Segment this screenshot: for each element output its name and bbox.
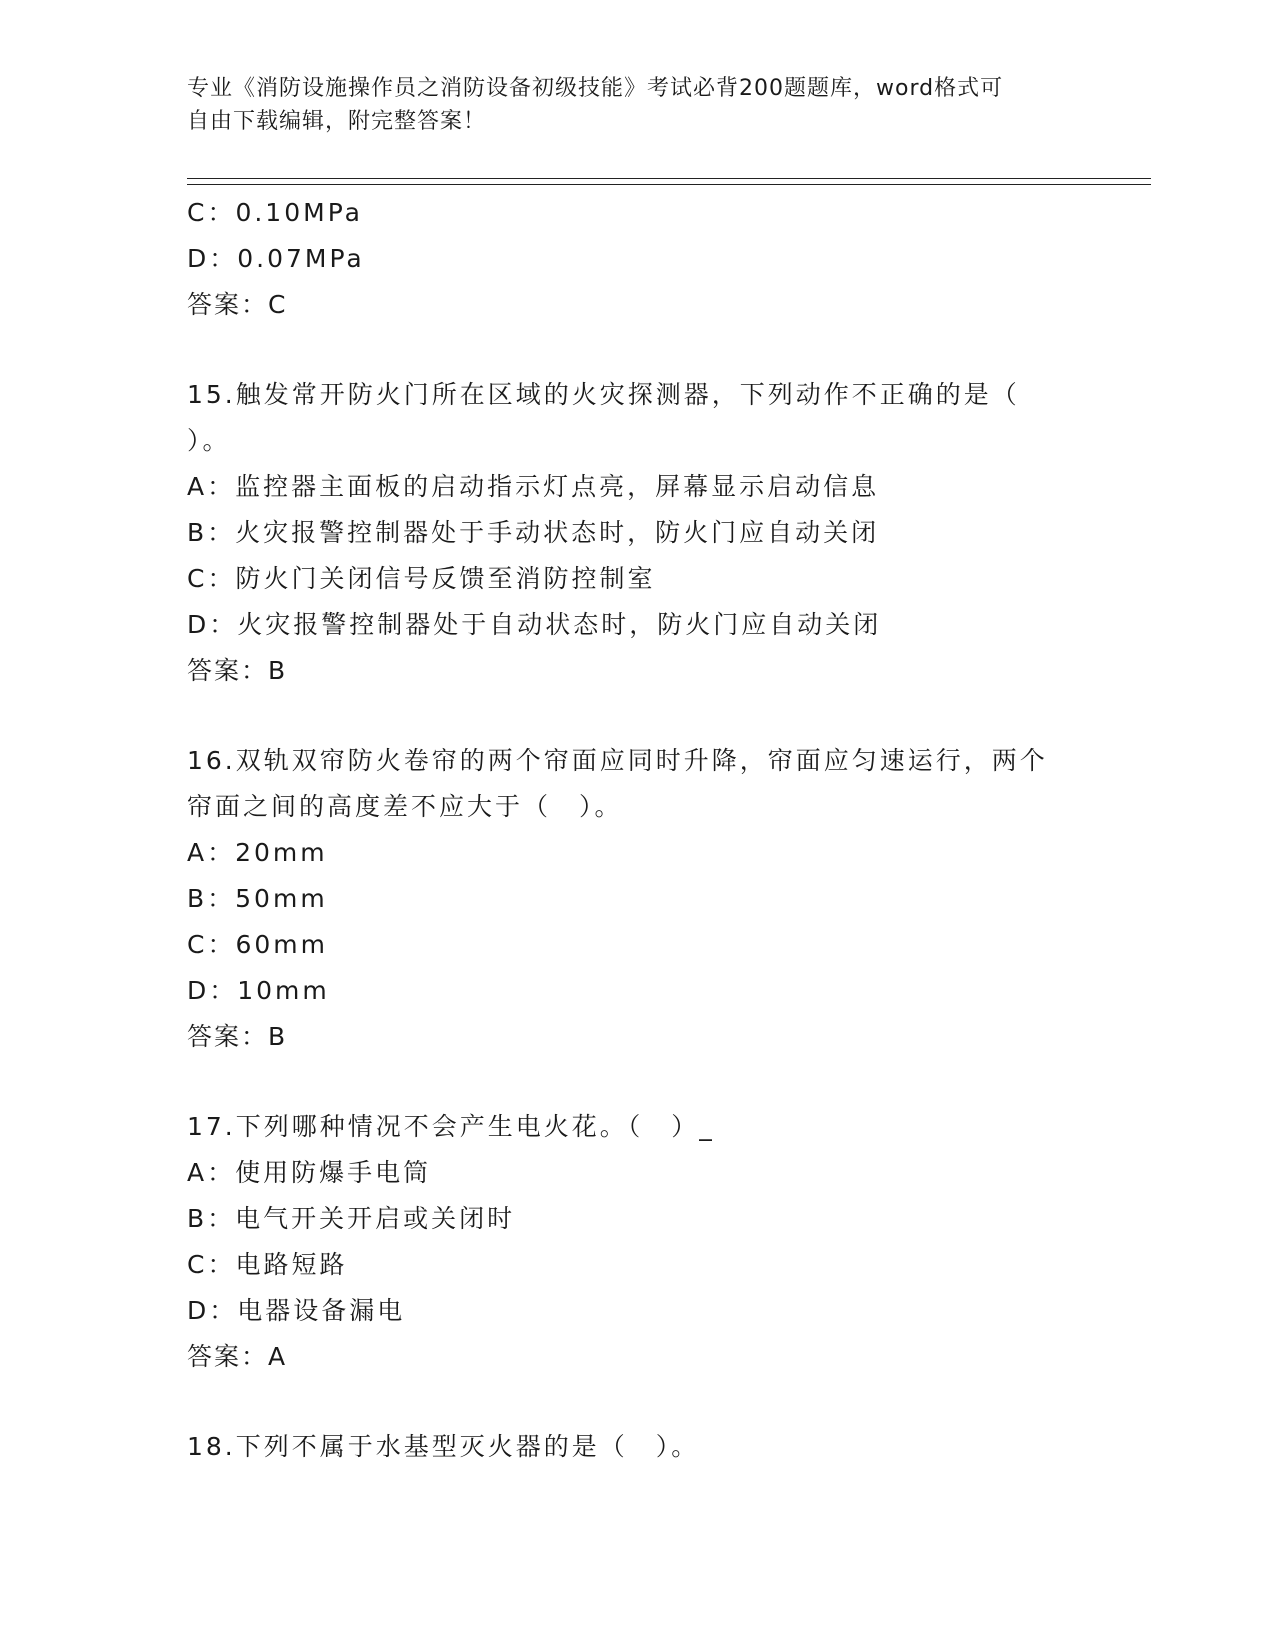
spacer <box>187 1060 1087 1104</box>
answer-line: 答案：B <box>187 656 288 685</box>
question-18 <box>187 1424 1087 1470</box>
option-d: D：10mm <box>187 976 330 1005</box>
spacer <box>187 1380 1087 1424</box>
option-d: D：0.07MPa <box>187 244 365 273</box>
prev-question-block <box>187 190 1087 328</box>
header-title-line2: 自由下载编辑，附完整答案！ <box>187 109 487 134</box>
option-b: B：50mm <box>187 884 328 913</box>
header-divider <box>187 178 1151 185</box>
option-b: B：电气开关开启或关闭时 <box>187 1204 516 1233</box>
option-c: C：电路短路 <box>187 1250 348 1279</box>
option-c: C：0.10MPa <box>187 198 363 227</box>
option-b: B：火灾报警控制器处于手动状态时，防火门应自动关闭 <box>187 518 880 547</box>
question-stem: 18.下列不属于水基型灭火器的是（ ）。 <box>187 1432 700 1461</box>
option-c: C：防火门关闭信号反馈至消防控制室 <box>187 564 656 593</box>
question-17 <box>187 1104 1087 1380</box>
page-header <box>187 72 1087 138</box>
question-stem-cont: 帘面之间的高度差不应大于（ ）。 <box>187 792 623 821</box>
spacer <box>187 694 1087 738</box>
option-d: D：电器设备漏电 <box>187 1296 406 1325</box>
option-c: C：60mm <box>187 930 328 959</box>
option-a: A：使用防爆手电筒 <box>187 1158 432 1187</box>
document-body <box>187 190 1087 1470</box>
answer-line: 答案：C <box>187 290 288 319</box>
question-stem: 15.触发常开防火门所在区域的火灾探测器，下列动作不正确的是（ <box>187 380 1020 409</box>
question-15 <box>187 372 1087 694</box>
answer-line: 答案：B <box>187 1022 288 1051</box>
answer-line: 答案：A <box>187 1342 288 1371</box>
option-a: A：20mm <box>187 838 328 867</box>
header-title-line1: 专业《消防设施操作员之消防设备初级技能》考试必背200题题库，word格式可 <box>187 76 1004 101</box>
spacer <box>187 328 1087 372</box>
question-stem: 17.下列哪种情况不会产生电火花。（ ）_ <box>187 1112 715 1141</box>
question-stem: 16.双轨双帘防火卷帘的两个帘面应同时升降，帘面应匀速运行，两个 <box>187 746 1048 775</box>
question-16 <box>187 738 1087 1060</box>
question-stem-cont: ）。 <box>187 426 231 455</box>
option-a: A：监控器主面板的启动指示灯点亮，屏幕显示启动信息 <box>187 472 880 501</box>
option-d: D：火灾报警控制器处于自动状态时，防火门应自动关闭 <box>187 610 882 639</box>
